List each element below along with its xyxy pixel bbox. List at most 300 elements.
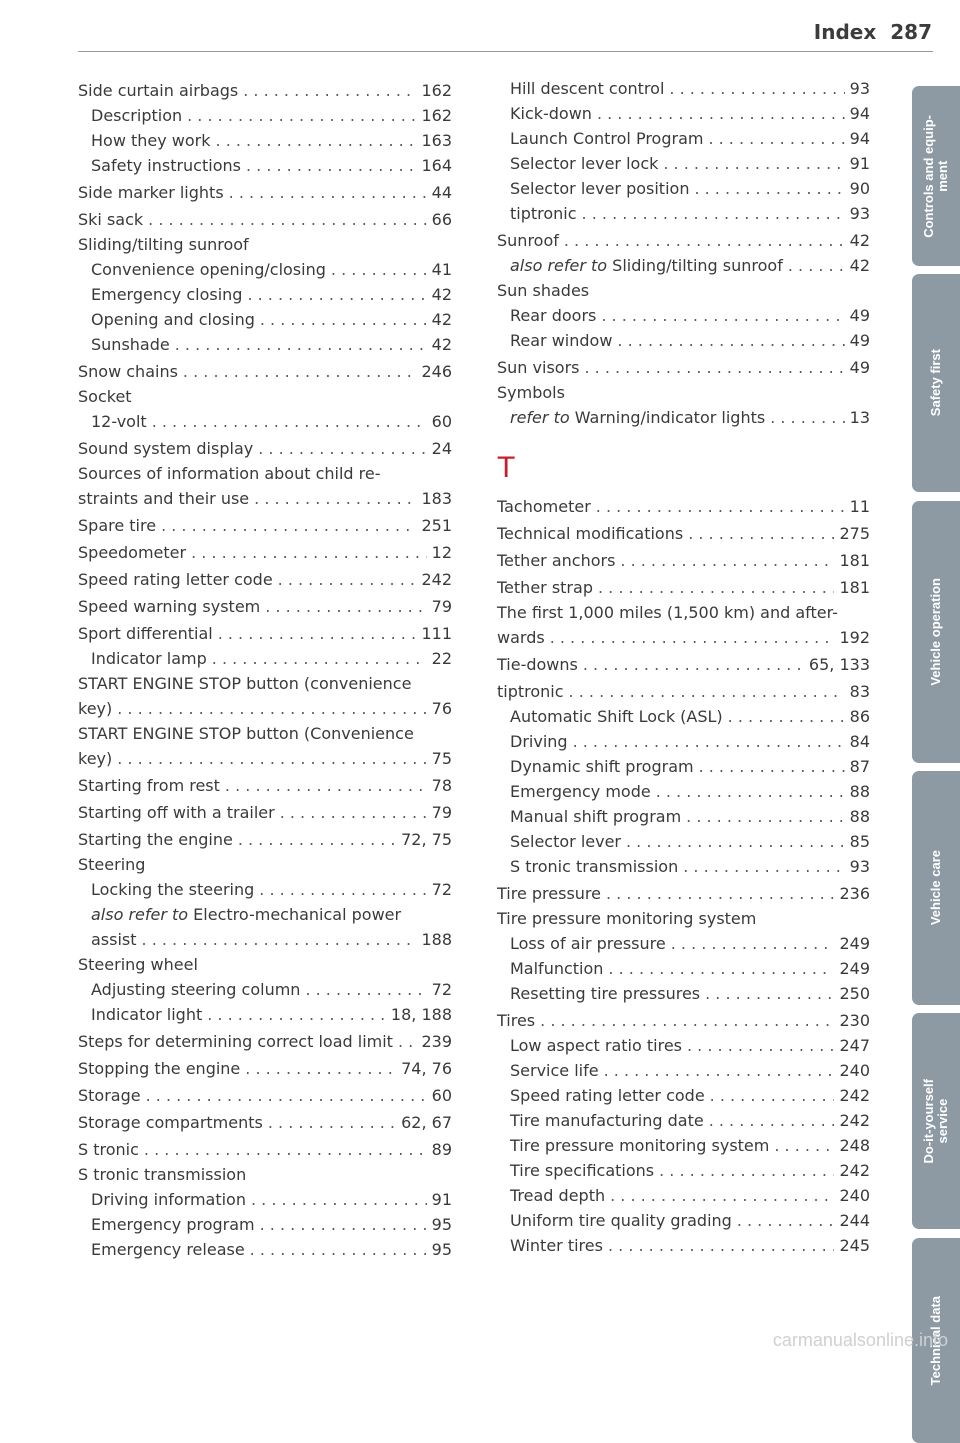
index-entry-text: Speedometer: [78, 543, 187, 562]
index-entry: [78, 232, 452, 257]
index-entry: [497, 981, 870, 1006]
index-entry-text: S tronic transmission: [510, 857, 679, 876]
page-reference: 245: [839, 1236, 870, 1255]
index-entry: [497, 906, 870, 931]
index-entry: [78, 1083, 452, 1108]
index-entry-label: [78, 746, 112, 771]
index-entry: [497, 575, 870, 600]
chapter-tab[interactable]: [912, 771, 960, 1005]
index-entry-text: Automatic Shift Lock (ASL): [510, 707, 723, 726]
index-entry-label: [497, 228, 559, 253]
page-reference: 95: [431, 1240, 452, 1259]
dot-leader: [569, 679, 845, 704]
dot-leader: [148, 207, 426, 232]
index-entry: [497, 1133, 870, 1158]
dot-leader: [117, 696, 426, 721]
index-entry-label: [78, 827, 233, 852]
index-entry: [78, 827, 452, 852]
index-entry: [78, 207, 452, 232]
dot-leader: [258, 436, 426, 461]
page-reference: 242: [421, 570, 452, 589]
page-reference: 88: [849, 782, 870, 801]
index-entry: [78, 436, 452, 461]
index-entry-text: Steering: [78, 855, 146, 874]
page-header: [814, 20, 932, 50]
page-reference: 62, 67: [401, 1113, 452, 1132]
index-entry-text: Tire pressure: [497, 884, 601, 903]
index-entry-text: Ski sack: [78, 210, 144, 229]
page-reference: 86: [849, 707, 870, 726]
page-reference: 163: [421, 131, 452, 150]
index-entry: [78, 1237, 452, 1262]
cross-reference-prefix: also refer to: [510, 256, 608, 275]
dot-leader: [161, 513, 416, 538]
dot-leader: [688, 521, 834, 546]
index-entry-label: [78, 486, 249, 511]
index-entry: [78, 1137, 452, 1162]
page-reference: 246: [421, 362, 452, 381]
index-entry-label: [510, 303, 596, 328]
page-reference: 95: [431, 1215, 452, 1234]
index-entry-label: [91, 1212, 255, 1237]
index-entry: [78, 128, 452, 153]
index-entry-text: Tie-downs: [497, 655, 578, 674]
index-entry-label: [78, 671, 411, 696]
index-entry-label: [510, 704, 723, 729]
page-reference: 13: [849, 408, 870, 427]
dot-leader: [583, 652, 804, 677]
dot-leader: [606, 881, 834, 906]
index-entry-label: [78, 800, 275, 825]
page-reference: 242: [839, 1111, 870, 1130]
index-entry: [497, 679, 870, 704]
index-entry: [497, 729, 870, 754]
index-entry-text: Sun visors: [497, 358, 580, 377]
index-entry-label: [497, 881, 601, 906]
dot-leader: [601, 303, 844, 328]
index-entry-text: Sound system display: [78, 439, 254, 458]
index-entry-label: [91, 646, 207, 671]
index-entry-text: Steps for determining correct load limit: [78, 1032, 393, 1051]
index-entry-label: [510, 981, 700, 1006]
index-entry: [497, 1033, 870, 1058]
index-entry-text: Resetting tire pressures: [510, 984, 701, 1003]
index-entry-text: Tire specifications: [510, 1161, 655, 1180]
dot-leader: [146, 1083, 427, 1108]
index-entry-label: [91, 1002, 202, 1027]
index-entry-text: Stopping the engine: [78, 1059, 241, 1078]
index-entry-label: [78, 696, 112, 721]
index-entry-label: [510, 804, 681, 829]
index-entry-label: [78, 1029, 393, 1054]
index-entry-text: Uniform tire quality grading: [510, 1211, 732, 1230]
index-entry-text: Driving: [510, 732, 568, 751]
index-entry-label: [497, 355, 579, 380]
page-reference: 93: [849, 79, 870, 98]
index-entry-label: [78, 721, 414, 746]
page-reference: 83: [849, 682, 870, 701]
index-entry-text: Hill descent control: [510, 79, 665, 98]
chapter-tab-label: Vehicle care: [928, 850, 943, 926]
index-entry-label: [78, 1162, 246, 1187]
index-entry-label: [510, 956, 603, 981]
page-reference: 74, 76: [401, 1059, 452, 1078]
index-entry-text: Side marker lights: [78, 183, 224, 202]
index-entry-text: Manual shift program: [510, 807, 682, 826]
index-entry: [497, 1058, 870, 1083]
index-entry-label: [78, 952, 198, 977]
index-entry-label: [510, 729, 568, 754]
page-reference: 49: [849, 358, 870, 377]
page-reference: 91: [849, 154, 870, 173]
index-entry: [78, 1002, 452, 1027]
dot-leader: [604, 1058, 835, 1083]
dot-leader: [260, 307, 427, 332]
index-entry-label: [91, 902, 401, 927]
page-reference: 44: [431, 183, 452, 202]
page-reference: 12: [431, 543, 452, 562]
index-entry: [497, 600, 870, 625]
index-entry-text: Starting off with a trailer: [78, 803, 275, 822]
index-entry: [497, 1208, 870, 1233]
dot-leader: [398, 1029, 417, 1054]
dot-leader: [608, 1233, 834, 1258]
index-entry-label: [91, 977, 300, 1002]
index-entry: [78, 282, 452, 307]
index-entry-text: assist: [91, 930, 137, 949]
index-entry: [78, 746, 452, 771]
index-entry: [497, 548, 870, 573]
index-entry-text: wards: [497, 628, 545, 647]
dot-leader: [175, 332, 427, 357]
index-entry: [78, 927, 452, 952]
index-letter-heading: T: [497, 451, 516, 484]
index-entry-label: [78, 594, 260, 619]
index-entry-label: [78, 1056, 240, 1081]
index-entry: [497, 1183, 870, 1208]
page-reference: 18, 188: [390, 1005, 452, 1024]
index-entry-label: [510, 931, 666, 956]
header-rule: [78, 51, 933, 52]
index-entry: [78, 852, 452, 877]
index-entry-text: Service life: [510, 1061, 599, 1080]
dot-leader: [582, 201, 845, 226]
index-entry-text: Speed warning system: [78, 597, 261, 616]
index-entry-text: Tachometer: [497, 497, 591, 516]
dot-leader: [218, 621, 417, 646]
index-entry: [497, 521, 870, 546]
index-entry-label: [510, 829, 621, 854]
index-entry: [497, 1083, 870, 1108]
dot-leader: [708, 126, 844, 151]
index-entry-text: START ENGINE STOP button (convenience: [78, 674, 412, 693]
page-reference: 42: [849, 256, 870, 275]
index-entry-text: Malfunction: [510, 959, 604, 978]
index-entry: [497, 804, 870, 829]
page-number: 287: [890, 20, 932, 44]
index-entry-text: Rear doors: [510, 306, 597, 325]
dot-leader: [144, 1137, 427, 1162]
index-entry-label: [510, 201, 577, 226]
index-entry-label: [497, 278, 589, 303]
page-reference: 22: [431, 649, 452, 668]
index-entry-label: [91, 1237, 245, 1262]
index-entry-text: Emergency mode: [510, 782, 651, 801]
index-entry-text: Warning/indicator lights: [569, 408, 766, 427]
index-entry-text: Side curtain airbags: [78, 81, 239, 100]
index-entry-label: [91, 153, 241, 178]
index-entry-label: [510, 151, 658, 176]
index-entry-text: Selector lever lock: [510, 154, 659, 173]
index-entry: [497, 931, 870, 956]
page-reference: 41: [431, 260, 452, 279]
index-entry-text: Driving information: [91, 1190, 246, 1209]
watermark: carmanualsonline.info: [772, 1330, 948, 1350]
index-entry-text: Winter tires: [510, 1236, 603, 1255]
index-entry-text: Tire manufacturing date: [510, 1111, 704, 1130]
index-entry-label: [510, 405, 765, 430]
index-entry-label: [497, 625, 545, 650]
index-entry-label: [91, 927, 137, 952]
index-entry-text: Indicator light: [91, 1005, 203, 1024]
index-entry-text: Snow chains: [78, 362, 178, 381]
index-entry-text: Sliding/tilting sunroof: [78, 235, 249, 254]
index-entry-text: Tether strap: [497, 578, 593, 597]
dot-leader: [278, 567, 417, 592]
dot-leader: [573, 729, 845, 754]
chapter-tab-label: Safety first: [928, 349, 943, 417]
index-entry-text: Sport differential: [78, 624, 213, 643]
dot-leader: [710, 1083, 835, 1108]
index-entry-text: tiptronic: [510, 204, 577, 223]
index-entry: [78, 461, 452, 486]
index-entry: [497, 253, 870, 278]
dot-leader: [251, 1187, 427, 1212]
page-reference: 164: [421, 156, 452, 175]
index-entry-text: Tread depth: [510, 1186, 606, 1205]
index-entry-text: Sliding/tilting sunroof: [607, 256, 783, 275]
index-entry-label: [91, 103, 182, 128]
index-entry-label: [497, 575, 593, 600]
index-entry-label: [510, 1058, 599, 1083]
index-entry: [78, 153, 452, 178]
index-entry-label: [510, 854, 678, 879]
index-entry-text: Safety instructions: [91, 156, 241, 175]
index-entry-label: [497, 652, 578, 677]
index-entry: [497, 355, 870, 380]
index-entry-text: Starting the engine: [78, 830, 233, 849]
index-entry: [78, 696, 452, 721]
index-entry-label: [510, 1183, 605, 1208]
index-entry-text: Tires: [497, 1011, 536, 1030]
index-entry-text: Adjusting steering column: [91, 980, 301, 999]
dot-leader: [737, 1208, 835, 1233]
index-entry-label: [510, 1233, 603, 1258]
page-reference: 93: [849, 857, 870, 876]
index-entry: [78, 486, 452, 511]
index-entry-label: [78, 540, 186, 565]
dot-leader: [788, 253, 845, 278]
page-reference: 42: [431, 285, 452, 304]
index-entry: [78, 409, 452, 434]
page-reference: 94: [849, 129, 870, 148]
page-reference: 250: [839, 984, 870, 1003]
chapter-tab-label: Technical data: [928, 1295, 943, 1386]
index-entry: [497, 303, 870, 328]
index-entry: [497, 1108, 870, 1133]
index-entry-text: Selector lever position: [510, 179, 690, 198]
index-entry-label: [91, 877, 254, 902]
page-reference: 11: [849, 497, 870, 516]
dot-leader: [207, 1002, 386, 1027]
page-reference: 111: [421, 624, 452, 643]
dot-leader: [305, 977, 426, 1002]
page-reference: 181: [839, 551, 870, 570]
index-entry-text: key): [78, 699, 113, 718]
page-reference: 24: [431, 439, 452, 458]
page-reference: 75: [431, 749, 452, 768]
page-reference: 183: [421, 489, 452, 508]
index-entry: [78, 773, 452, 798]
dot-leader: [225, 773, 427, 798]
page-reference: 93: [849, 204, 870, 223]
page-reference: 230: [839, 1011, 870, 1030]
dot-leader: [250, 1237, 427, 1262]
index-entry: [497, 881, 870, 906]
index-entry: [78, 332, 452, 357]
page-reference: 247: [839, 1036, 870, 1055]
index-entry-label: [91, 332, 170, 357]
page-reference: 42: [431, 335, 452, 354]
index-entry-label: [510, 1108, 704, 1133]
index-entry: [78, 540, 452, 565]
chapter-tab[interactable]: [912, 274, 960, 492]
index-entry: [497, 754, 870, 779]
index-entry-text: Opening and closing: [91, 310, 255, 329]
index-entry-label: [510, 779, 651, 804]
dot-leader: [229, 180, 427, 205]
index-entry-text: Loss of air pressure: [510, 934, 666, 953]
index-entry-label: [78, 78, 238, 103]
index-entry: [497, 652, 870, 677]
index-entry-text: Locking the steering: [91, 880, 255, 899]
index-entry: [78, 1110, 452, 1135]
index-entry-text: Starting from rest: [78, 776, 220, 795]
index-entry: [78, 646, 452, 671]
index-entry-text: Sunshade: [91, 335, 170, 354]
index-group-s-continued: [497, 76, 870, 430]
index-entry: [78, 513, 452, 538]
chapter-tab-label: Do-it-yourself service: [921, 1078, 950, 1164]
index-entry: [78, 384, 452, 409]
dot-leader: [142, 927, 417, 952]
dot-leader: [564, 228, 845, 253]
index-entry-label: [510, 126, 703, 151]
page-reference: 90: [849, 179, 870, 198]
index-entry: [497, 176, 870, 201]
dot-leader: [705, 981, 834, 1006]
dot-leader: [709, 1108, 835, 1133]
index-entry: [78, 1056, 452, 1081]
page-reference: 236: [839, 884, 870, 903]
chapter-tab-label: Vehicle operation: [928, 578, 943, 686]
page-reference: 91: [431, 1190, 452, 1209]
index-entry-text: Kick-down: [510, 104, 592, 123]
index-entry: [497, 1158, 870, 1183]
index-entry: [497, 405, 870, 430]
dot-leader: [260, 1212, 427, 1237]
index-entry: [78, 621, 452, 646]
index-entry-label: [510, 1158, 654, 1183]
index-entry-label: [510, 101, 592, 126]
index-entry: [497, 76, 870, 101]
index-entry: [78, 1162, 452, 1187]
index-entry-label: [510, 253, 783, 278]
dot-leader: [265, 594, 426, 619]
index-entry-label: [510, 1033, 682, 1058]
dot-leader: [246, 153, 416, 178]
index-entry-text: Emergency program: [91, 1215, 255, 1234]
dot-leader: [671, 931, 835, 956]
dot-leader: [245, 1056, 396, 1081]
index-entry-text: 12-volt: [91, 412, 147, 431]
dot-leader: [254, 486, 416, 511]
index-entry-label: [497, 548, 615, 573]
chapter-tab[interactable]: [912, 1013, 960, 1229]
chapter-tab[interactable]: [912, 501, 960, 763]
index-entry-text: S tronic transmission: [78, 1165, 247, 1184]
cross-reference-prefix: also refer to: [91, 905, 189, 924]
index-entry-label: [510, 1133, 769, 1158]
dot-leader: [550, 625, 835, 650]
index-entry: [497, 151, 870, 176]
index-entry-label: [497, 380, 565, 405]
dot-leader: [540, 1008, 834, 1033]
page-reference: 76: [431, 699, 452, 718]
index-entry: [497, 779, 870, 804]
index-entry: [78, 78, 452, 103]
index-entry-text: Convenience opening/closing: [91, 260, 326, 279]
index-entry-label: [497, 906, 756, 931]
page-reference: 275: [839, 524, 870, 543]
dot-leader: [610, 1183, 834, 1208]
index-entry-label: [78, 567, 273, 592]
page-reference: 65, 133: [808, 655, 870, 674]
index-entry-text: Indicator lamp: [91, 649, 207, 668]
index-entry-text: Sunroof: [497, 231, 559, 250]
index-entry-label: [78, 232, 249, 257]
index-entry-text: straints and their use: [78, 489, 250, 508]
page-reference: 72, 75: [401, 830, 452, 849]
dot-leader: [191, 540, 427, 565]
index-entry: [497, 380, 870, 405]
dot-leader: [617, 328, 844, 353]
page-reference: 87: [849, 757, 870, 776]
index-entry-text: Tire pressure monitoring system: [497, 909, 757, 928]
index-entry-text: Launch Control Program: [510, 129, 704, 148]
index-entry: [78, 902, 452, 927]
index-entry-text: Speed rating letter code: [78, 570, 273, 589]
index-entry-text: Low aspect ratio tires: [510, 1036, 682, 1055]
page-reference: 49: [849, 306, 870, 325]
index-entry: [78, 1187, 452, 1212]
dot-leader: [699, 754, 845, 779]
index-entry: [497, 829, 870, 854]
dot-leader: [770, 405, 844, 430]
index-entry: [497, 1233, 870, 1258]
chapter-tab-label: Controls and equip- ment: [921, 114, 950, 238]
chapter-tab[interactable]: [912, 86, 960, 266]
